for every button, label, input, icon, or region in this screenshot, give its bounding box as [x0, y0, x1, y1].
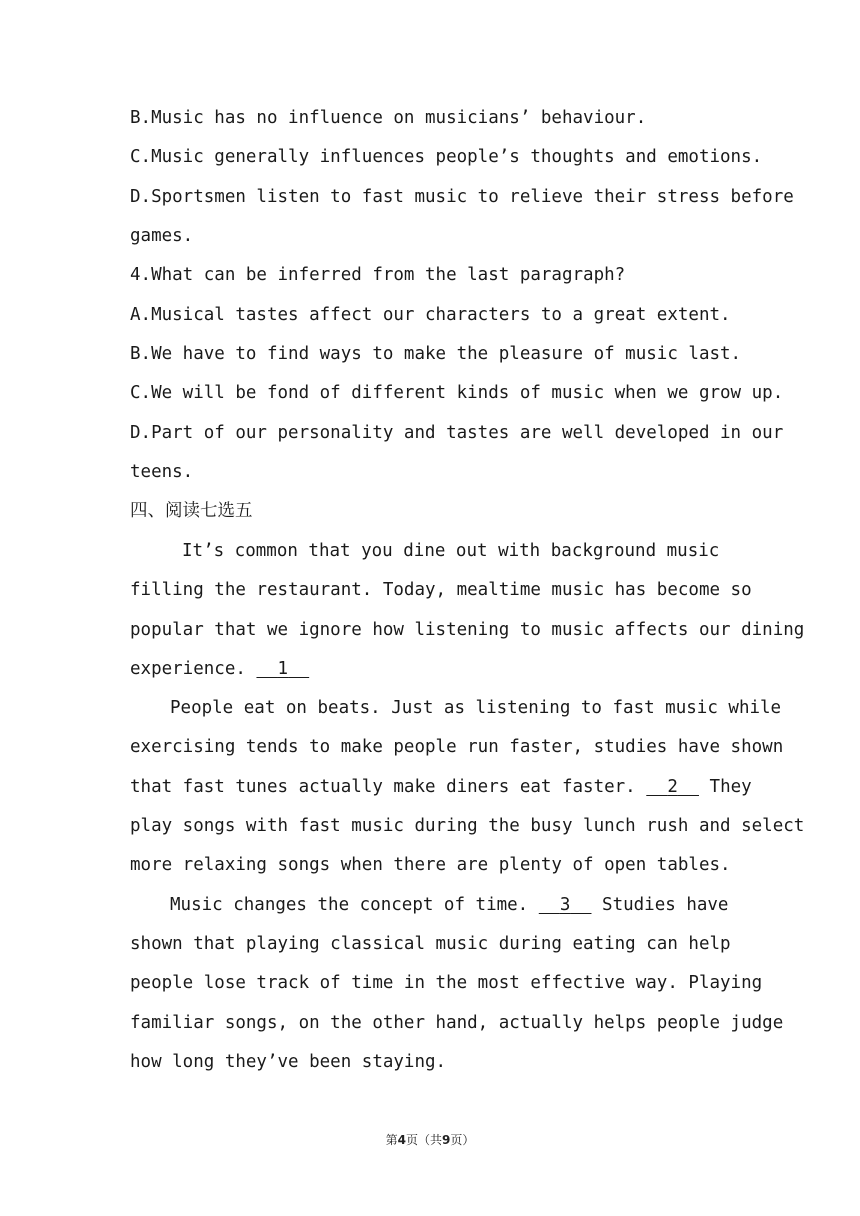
option-4d-cont: teens. — [130, 462, 194, 482]
passage-p2-line5: more relaxing songs when there are plenty of open tables. — [130, 855, 731, 875]
passage-p2-line1: People eat on beats. Just as listening to fast music while — [170, 698, 782, 718]
passage-p1-line3: popular that we ignore how listening to music affects our dining — [130, 620, 805, 640]
passage-p3-text-after: Studies have — [602, 895, 729, 915]
footer-page-number: 4 — [397, 1133, 406, 1147]
option-4a: A.Musical tastes affect our characters to a great extent. — [130, 305, 731, 325]
footer-total-pages: 9 — [442, 1133, 451, 1147]
option-3b: B.Music has no influence on musicians’ behaviour. — [130, 108, 647, 128]
passage-p1-text: experience. — [130, 659, 246, 679]
passage-p3-line1 — [170, 893, 730, 917]
passage-p2-line4: play songs with fast music during the busy lunch rush and select — [130, 816, 805, 836]
option-4d: D.Part of our personality and tastes are well developed in our — [130, 423, 784, 443]
passage-p2-text-after: They — [709, 777, 752, 797]
passage-p1-line1: It’s common that you dine out with background music — [182, 541, 720, 561]
blank-3[interactable]: 3 — [559, 895, 571, 915]
passage-p2-text-before: that fast tunes actually make diners eat faster. — [130, 777, 636, 797]
passage-p3-line5: how long they’ve been staying. — [130, 1052, 447, 1072]
question-4-stem: 4.What can be inferred from the last paragraph? — [130, 265, 626, 285]
blank-1[interactable]: 1 — [277, 659, 289, 679]
passage-p1-line4 — [130, 657, 730, 681]
section-heading: 四、阅读七选五 — [130, 501, 253, 521]
footer-middle: 页（共 — [405, 1133, 442, 1147]
option-4b: B.We have to find ways to make the pleasure of music last. — [130, 344, 742, 364]
footer-prefix: 第 — [385, 1133, 398, 1147]
passage-p3-line3: people lose track of time in the most effective way. Playing — [130, 973, 763, 993]
option-3d: D.Sportsmen listen to fast music to relieve their stress before — [130, 187, 794, 207]
blank-2[interactable]: 2 — [667, 777, 678, 797]
passage-p2-line3 — [130, 775, 752, 799]
option-4c: C.We will be fond of different kinds of music when we grow up. — [130, 383, 784, 403]
option-3c: C.Music generally influences people’s thoughts and emotions. — [130, 147, 763, 167]
passage-p2-line2: exercising tends to make people run faster, studies have shown — [130, 737, 784, 757]
passage-p3-line2: shown that playing classical music during eating can help — [130, 934, 731, 954]
option-3d-cont: games. — [130, 226, 194, 246]
footer-suffix: 页） — [450, 1133, 475, 1147]
passage-p3-text-before: Music changes the concept of time. — [170, 895, 529, 915]
passage-p3-line4: familiar songs, on the other hand, actually helps people judge — [130, 1013, 784, 1033]
passage-p1-line2: filling the restaurant. Today, mealtime music has become so — [130, 580, 752, 600]
page-footer — [0, 1131, 860, 1148]
